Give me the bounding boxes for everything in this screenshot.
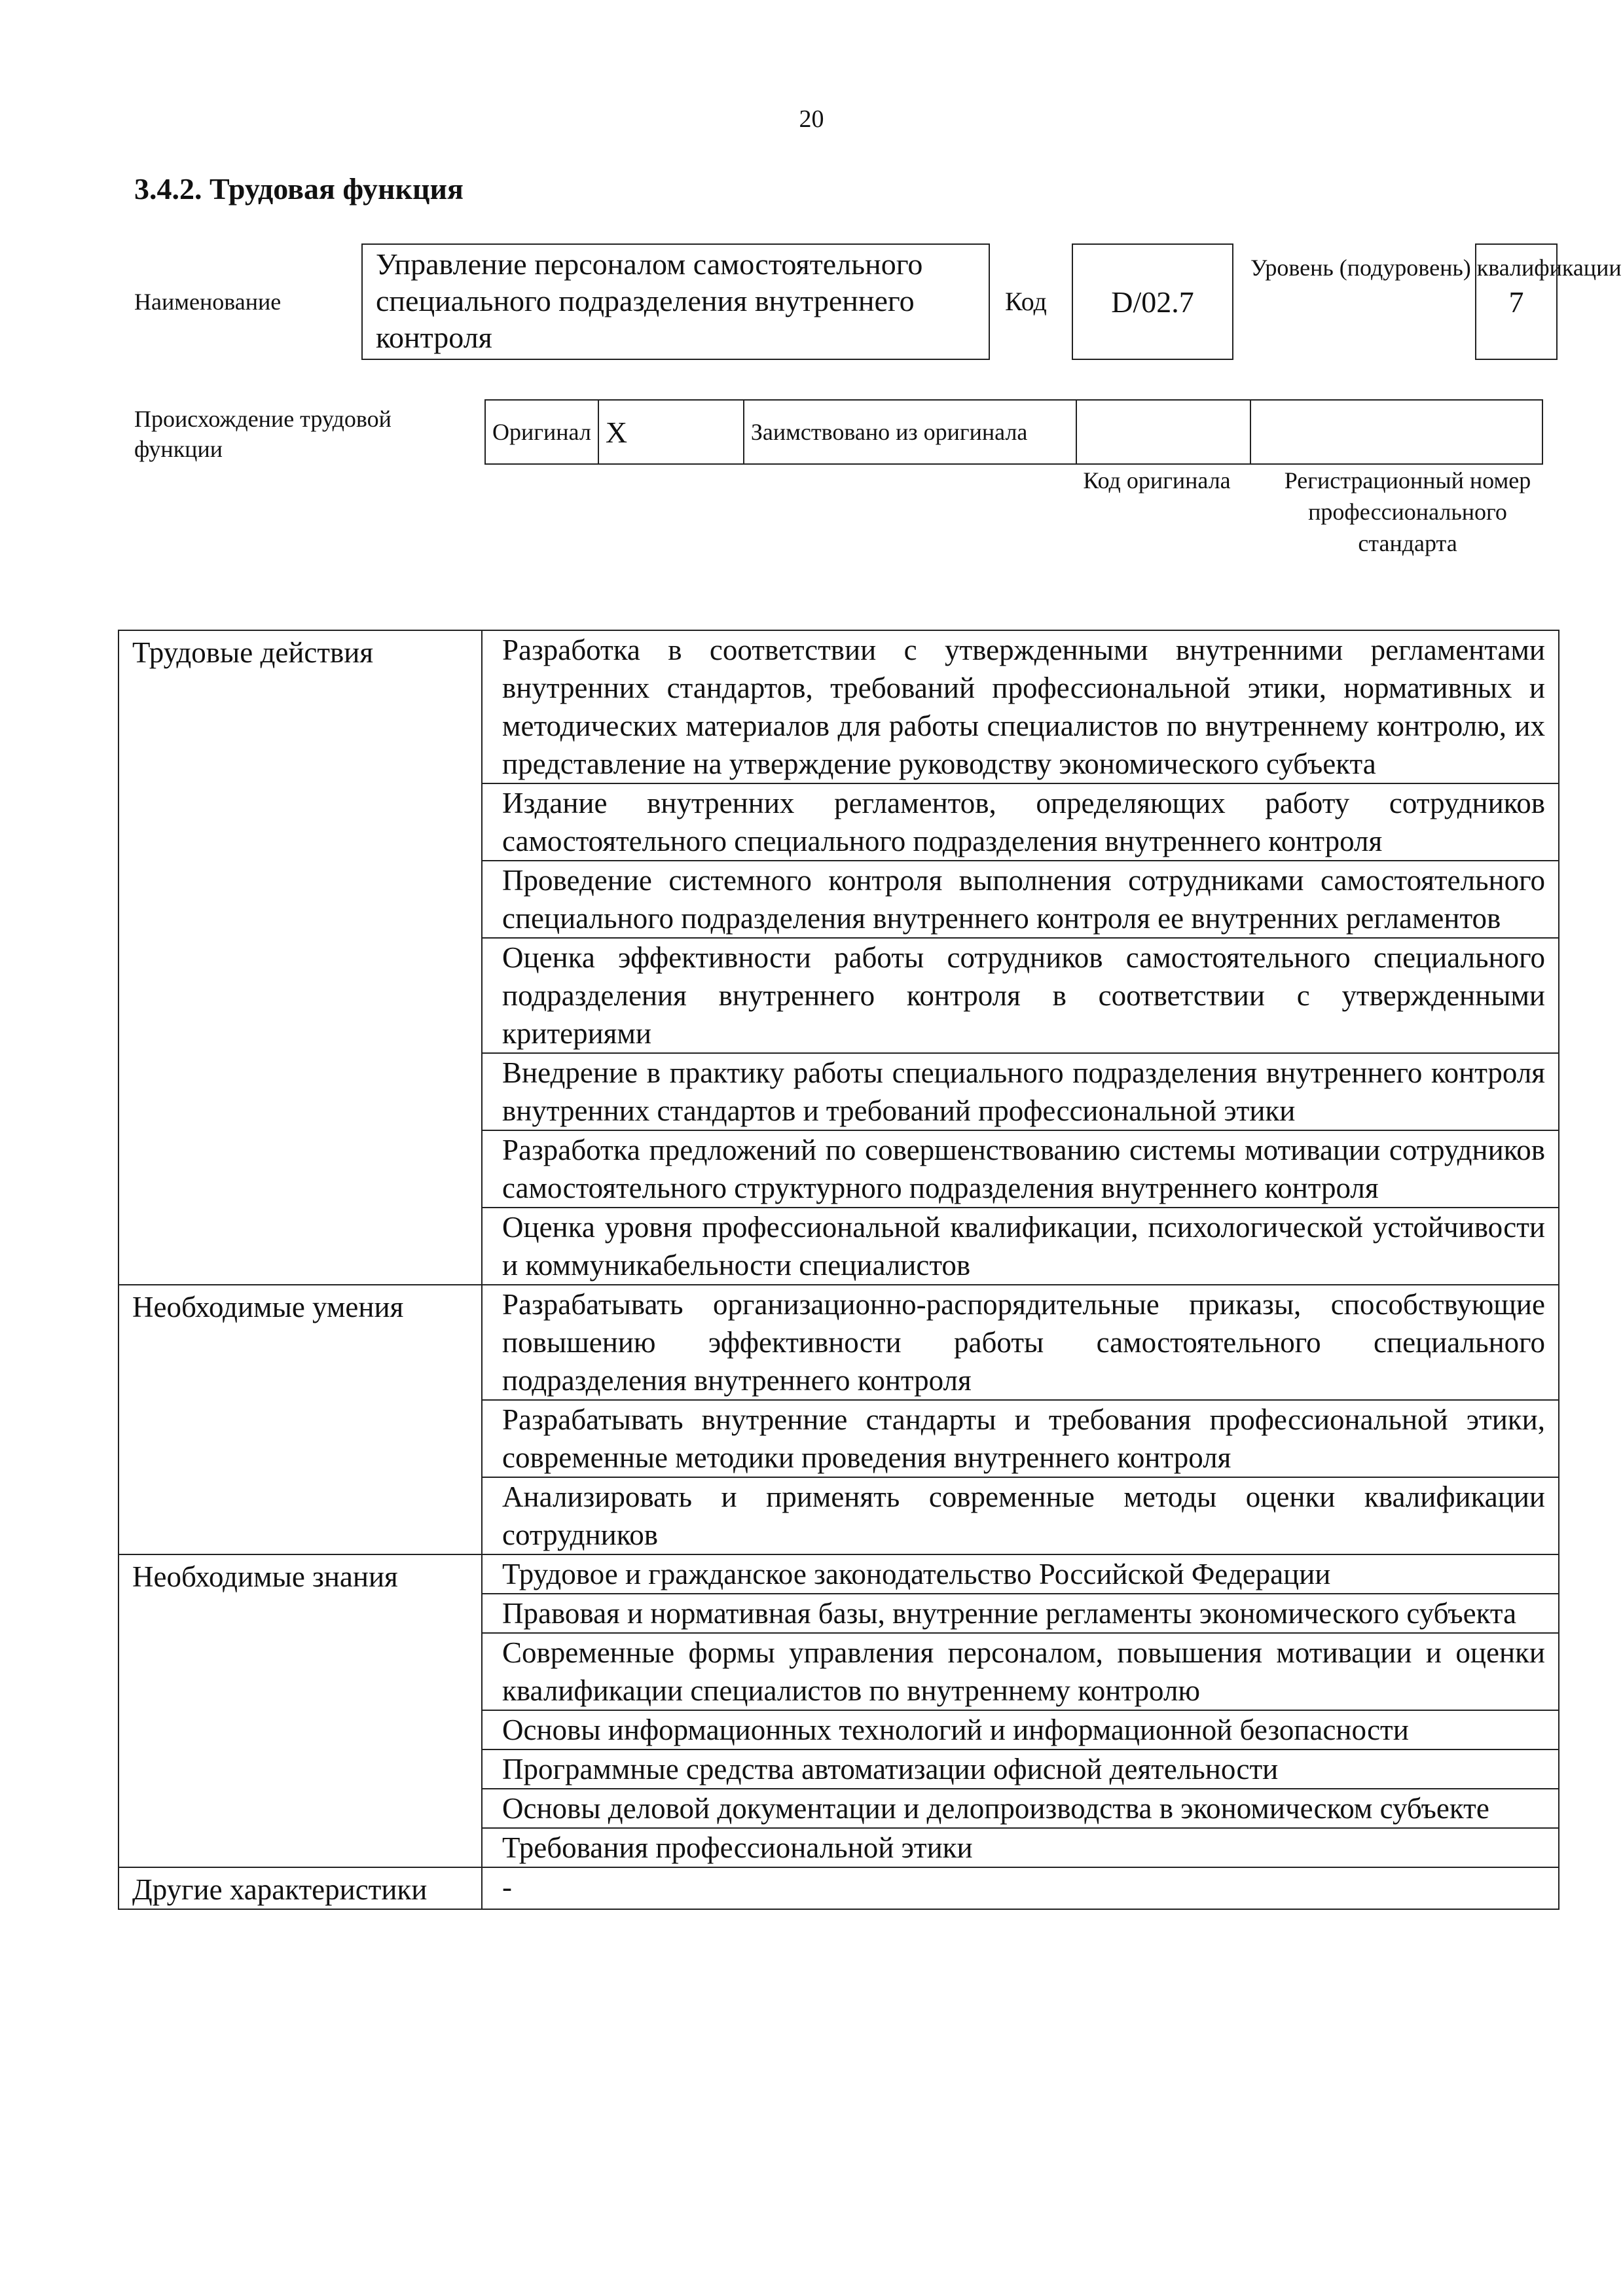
function-name-box: Управление персоналом самостоятельного специального подразделения внутреннего контроля (361, 243, 990, 360)
page-number: 20 (799, 105, 824, 133)
original-mark-cell (598, 400, 744, 464)
original-mark: X (605, 415, 628, 449)
section-heading: Необходимые знания (119, 1554, 482, 1867)
original-code-caption: Код оригинала (1083, 467, 1231, 493)
name-label: Наименование (134, 289, 282, 315)
section-heading: Другие характеристики (119, 1867, 482, 1909)
section-item: Издание внутренних регламентов, определяющих работу сотрудников самостоятельного специального подразделения внутреннего контроля (482, 783, 1559, 861)
borrowed-label-cell: Заимствовано из оригинала (744, 400, 1076, 464)
section-item: Анализировать и применять современные методы оценки квалификации сотрудников (482, 1477, 1559, 1554)
section-item: Требования профессиональной этики (482, 1828, 1559, 1867)
function-code-box: D/02.7 (1072, 243, 1233, 360)
section-item: Разрабатывать организационно-распорядительные приказы, способствующие повышению эффективности работы самостоятельного специального подразделения внутреннего контроля (482, 1285, 1559, 1400)
table-row (119, 1554, 1559, 1594)
section-item: Основы информационных технологий и информационной безопасности (482, 1710, 1559, 1749)
origin-label: Происхождение трудовой функции (134, 406, 392, 462)
qualification-level-label: Уровень (подуровень) квалификации (1250, 255, 1622, 281)
table-row (119, 1867, 1559, 1909)
qualification-level-box: 7 (1475, 243, 1558, 360)
section-title: 3.4.2. Трудовая функция (134, 172, 464, 206)
section-heading: Необходимые умения (119, 1285, 482, 1554)
section-item: Разрабатывать внутренние стандарты и требования профессиональной этики, современные методики проведения внутреннего контроля (482, 1400, 1559, 1477)
original-code-cell (1076, 400, 1250, 464)
section-item: Разработка в соответствии с утвержденными внутренними регламентами внутренних стандартов, требований профессиональной этики, нормативных и методических материалов для работы специалистов по внутреннему контролю, их представление на утверждение руководству экономического субъекта (482, 630, 1559, 783)
table-row (119, 630, 1559, 783)
section-item: Основы деловой документации и делопроизводства в экономическом субъекте (482, 1789, 1559, 1828)
section-item: Оценка уровня профессиональной квалификации, психологической устойчивости и коммуникабельности специалистов (482, 1208, 1559, 1285)
section-item: Современные формы управления персоналом, повышения мотивации и оценки квалификации специалистов по внутреннему контролю (482, 1633, 1559, 1710)
original-label-cell: Оригинал (485, 400, 598, 464)
section-heading: Трудовые действия (119, 630, 482, 1285)
table-row (119, 1285, 1559, 1400)
function-details-table (118, 630, 1559, 1910)
registration-number-caption: Регистрационный номер профессионального стандарта (1284, 467, 1531, 556)
registration-number-cell (1250, 400, 1542, 464)
section-item: Проведение системного контроля выполнения сотрудниками самостоятельного специального подразделения внутреннего контроля ее внутренних регламентов (482, 861, 1559, 938)
code-label: Код (1005, 287, 1047, 316)
section-item: Правовая и нормативная базы, внутренние регламенты экономического субъекта (482, 1594, 1559, 1633)
section-item: Разработка предложений по совершенствованию системы мотивации сотрудников самостоятельного структурного подразделения внутреннего контроля (482, 1130, 1559, 1208)
section-item: Оценка эффективности работы сотрудников самостоятельного специального подразделения внутреннего контроля в соответствии с утвержденными критериями (482, 938, 1559, 1053)
section-item: - (482, 1867, 1559, 1909)
section-item: Программные средства автоматизации офисной деятельности (482, 1749, 1559, 1789)
origin-table (484, 399, 1543, 465)
section-item: Внедрение в практику работы специального подразделения внутреннего контроля внутренних стандартов и требований профессиональной этики (482, 1053, 1559, 1130)
section-item: Трудовое и гражданское законодательство Российской Федерации (482, 1554, 1559, 1594)
